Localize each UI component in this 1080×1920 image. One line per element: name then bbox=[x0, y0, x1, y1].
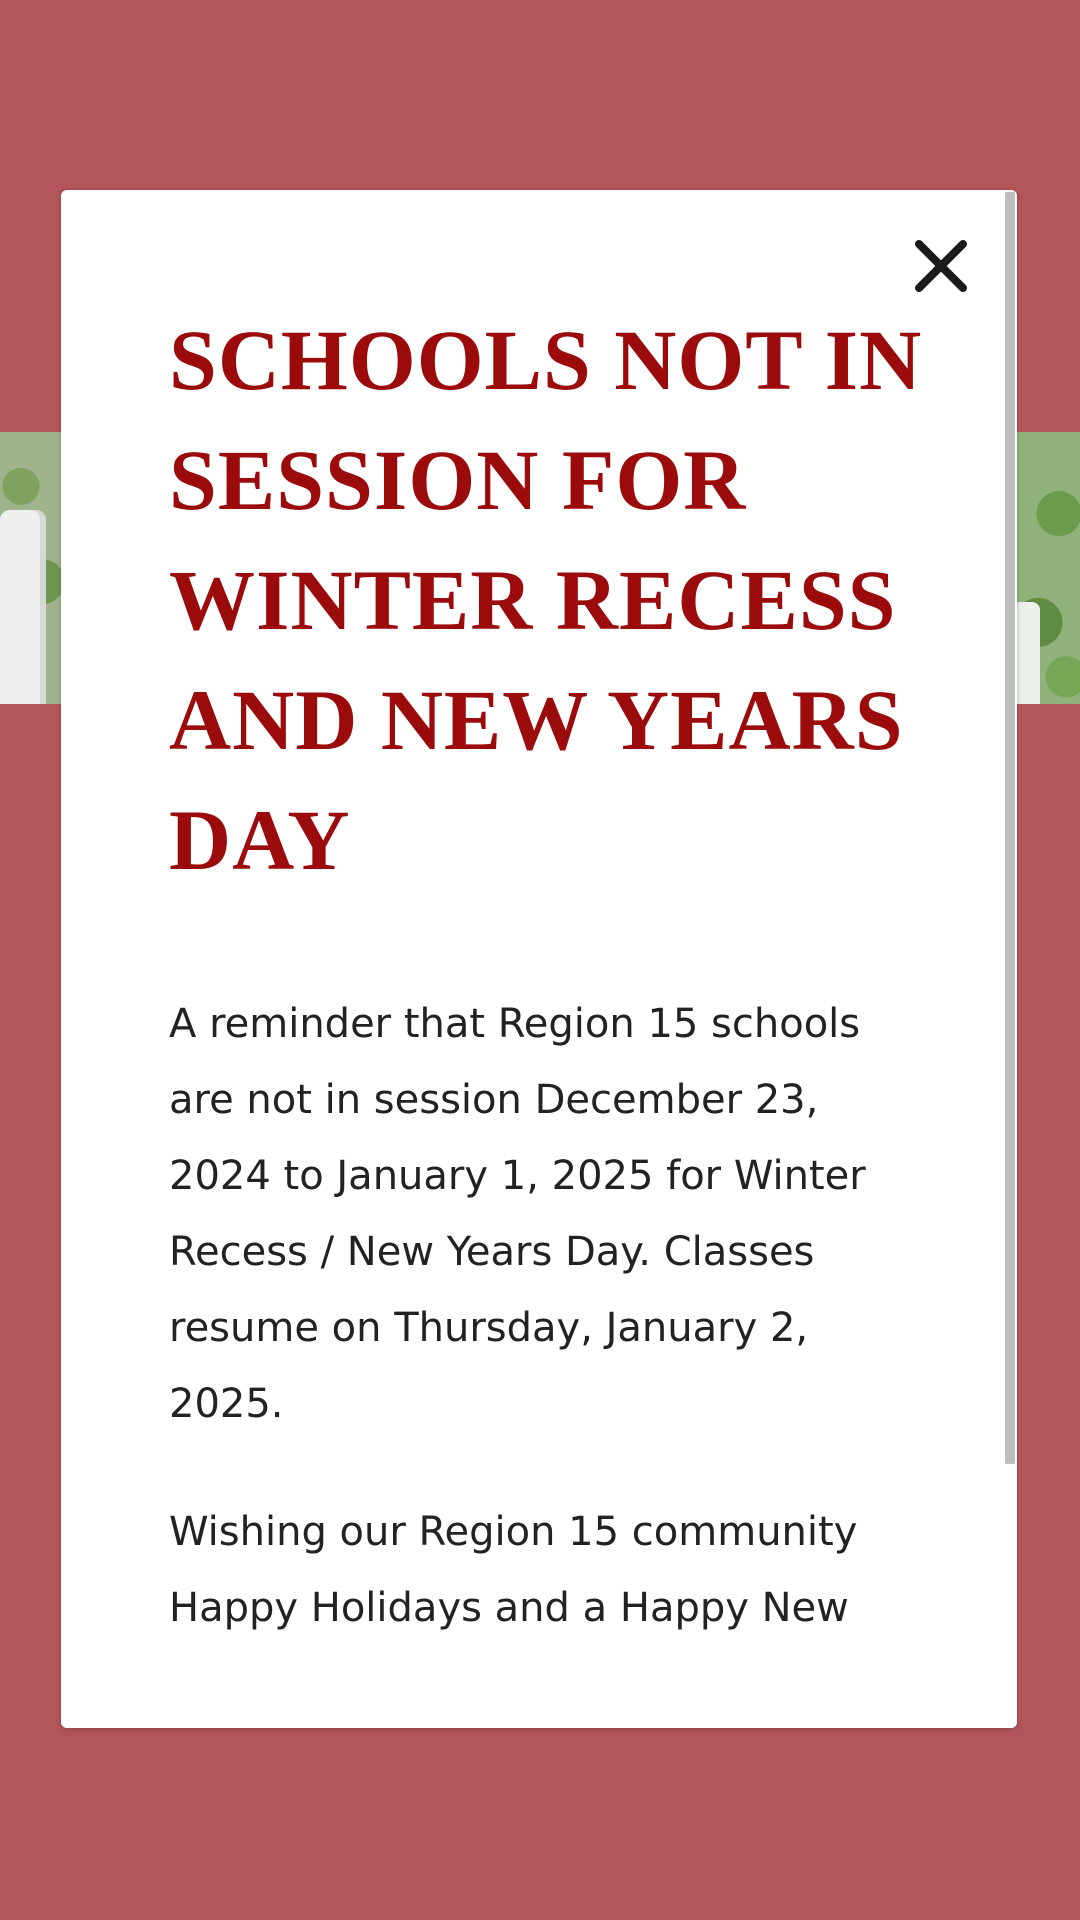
close-button[interactable] bbox=[905, 230, 977, 302]
close-x-icon bbox=[913, 238, 969, 294]
announcement-body-paragraph: A reminder that Region 15 schools are not in session December 23, 2024 to January 1, 2025 for Winter Recess / New Years Day. Classes resume on Thursday, January 2, 2025. bbox=[169, 1001, 866, 1427]
announcement-greeting-paragraph: Wishing our Region 15 community Happy Holidays and a Happy New bbox=[169, 1509, 858, 1631]
modal-content bbox=[169, 300, 969, 1646]
modal-scrollbar[interactable] bbox=[1003, 190, 1017, 1728]
announcement-modal bbox=[61, 190, 1017, 1728]
fence-post-left bbox=[0, 510, 46, 704]
announcement-title: SCHOOLS NOT IN SESSION FOR WINTER RECESS AND NEW YEARS DAY bbox=[169, 312, 923, 888]
scrollbar-thumb[interactable] bbox=[1005, 192, 1015, 1464]
